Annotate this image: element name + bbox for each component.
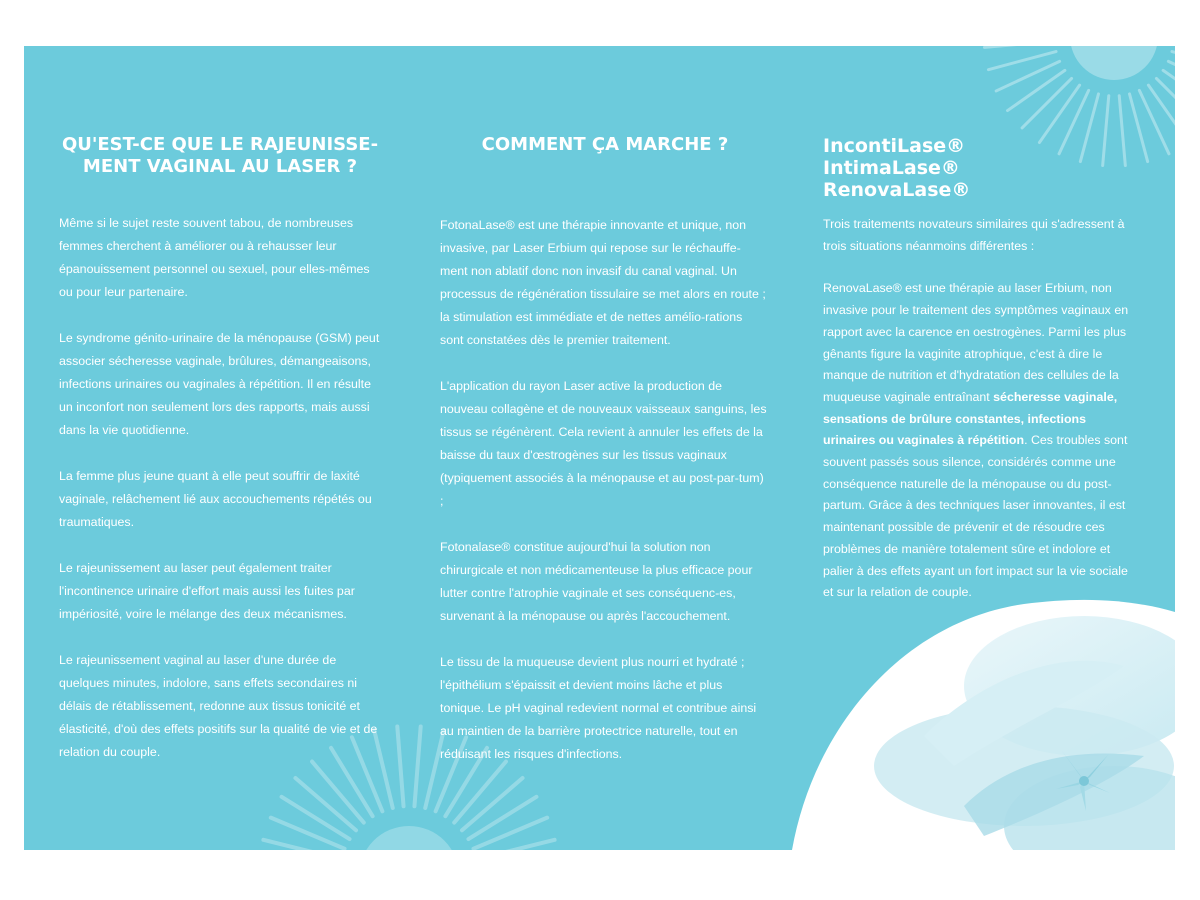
- paragraph: La femme plus jeune quant à elle peut souffrir de laxité vaginale, relâchement lié aux accouchements répétés ou traumatiques.: [59, 469, 372, 529]
- paragraph-renovalase: [823, 278, 1138, 604]
- heading-line: RenovaLase®: [823, 179, 971, 201]
- heading-what-is: QU'EST-CE QUE LE RAJEUNISSE-MENT VAGINAL AU LASER ?: [61, 134, 379, 177]
- body-how-it-works: [440, 214, 768, 789]
- column-how-it-works: [440, 134, 770, 761]
- body-treatments: [823, 214, 1138, 625]
- paragraph: Fotonalase® constitue aujourd'hui la solution non chirurgicale et non médicamenteuse la plus efficace pour lutter contre l'atrophie vaginale et ses conséquenc-es, survenant à la ménopause ou après l'accouchement.: [440, 540, 753, 623]
- paragraph: L'application du rayon Laser active la production de nouveau collagène et de nouveaux vaisseaux sanguins, les tissus se régénèrent. Cela revient à annuler les effets de la baisse du taux d'œstrogènes sur les tissus vaginaux (typiquement associés à la ménopause et au post-par-tum) ;: [440, 379, 767, 508]
- paragraph: Même si le sujet reste souvent tabou, de nombreuses femmes cherchent à améliorer ou à rehausser leur épanouissement personnel ou sexuel, pour elles-mêmes ou pour leur partenaire.: [59, 216, 370, 299]
- text-span-bold: sécheresse vaginale, sensations de brûlure constantes, infections urinaires ou vaginales à répétition: [823, 389, 1118, 448]
- body-what-is: [59, 212, 381, 787]
- heading-how-it-works: COMMENT ÇA MARCHE ?: [481, 134, 729, 155]
- heading-treatments: [823, 135, 1138, 201]
- paragraph: FotonaLase® est une thérapie innovante et unique, non invasive, par Laser Erbium qui repose sur le réchauffe-ment non ablatif donc non invasif du canal vaginal. Un processus de régénération tissulaire se met alors en route ; la stimulation est immédiate et de nettes amélio-rations sont constatées dès le premier traitement.: [440, 218, 766, 347]
- column-treatments: [823, 135, 1138, 600]
- heading-line: IntimaLase®: [823, 157, 960, 179]
- heading-line: IncontiLase®: [823, 135, 966, 157]
- paragraph: Le syndrome génito-urinaire de la ménopause (GSM) peut associer sécheresse vaginale, brûlures, démangeaisons, infections urinaires ou vaginales à répétition. Il en résulte un inconfort non seulement lors des rapports, mais aussi dans la vie quotidienne.: [59, 331, 380, 437]
- paragraph: Le rajeunissement vaginal au laser d'une durée de quelques minutes, indolore, sans effets secondaires ni délais de rétablissement, redonne aux tissus tonicité et élasticité, d'où des effets positifs sur la qualité de vie et de relation du couple.: [59, 653, 378, 759]
- column-what-is: [59, 134, 381, 759]
- text-span: . Ces troubles sont souvent passés sous silence, considérés comme une conséquence naturelle de la ménopause ou du post-partum. Grâce à des techniques laser innovantes, il est maintenant possible de prévenir et de résoudre ces problèmes de manière totalement sûre et indolore et palier à des effets ayant un fort impact sur la vie sociale et sur la relation de couple.: [823, 433, 1128, 600]
- paragraph: Le rajeunissement au laser peut également traiter l'incontinence urinaire d'effort mais aussi les fuites par impériosité, voire le mélange des deux mécanismes.: [59, 561, 355, 621]
- paragraph-intro: Trois traitements novateurs similaires qui s'adressent à trois situations néanmoins différentes :: [823, 217, 1125, 253]
- paragraph: Le tissu de la muqueuse devient plus nourri et hydraté ; l'épithélium s'épaissit et devient moins lâche et plus tonique. Le pH vaginal redevient normal et contribue ainsi au maintien de la barrière protectrice naturelle, tout en réduisant les risques d'infections.: [440, 655, 757, 761]
- brochure-panel: [24, 46, 1175, 850]
- text-span: RenovaLase® est une thérapie au laser Erbium, non invasive pour le traitement des symptômes vaginaux en rapport avec la carence en oestrogènes. Parmi les plus gênants figure la vaginite atrophique, c'est à dire le manque de nutrition et d'hydratation des cellules de la muqueuse vaginale entraînant: [823, 281, 1129, 404]
